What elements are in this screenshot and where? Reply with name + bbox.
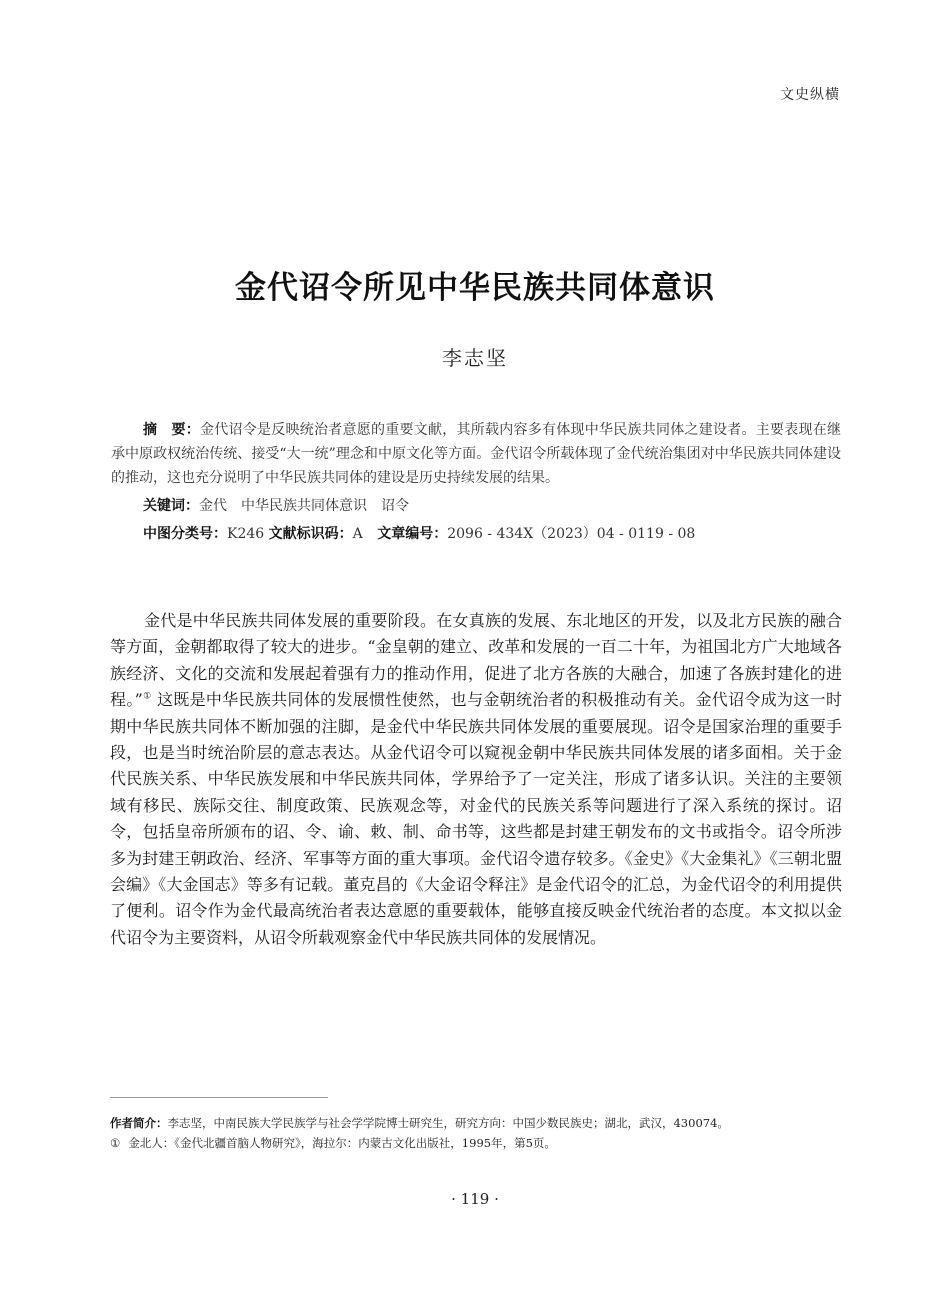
- article-title: 金代诏令所见中华民族共同体意识: [235, 270, 715, 306]
- body-paragraph: [110, 608, 842, 951]
- keywords-line: [111, 494, 841, 518]
- author-bio-text: 李志坚，中南民族大学民族学与社会学学院博士研究生，研究方向：中国少数民族史；湖北，武汉，430074。: [167, 1116, 729, 1130]
- body-text-part-1: 金代是中华民族共同体发展的重要阶段。在女真族的发展、东北地区的开发，以及北方民族的融合等方面，金朝都取得了较大的进步。“金皇朝的建立、改革和发展的一百二十年，为祖国北方广大地域各族经济、文化的交流和发展起着强有力的推动作用，促进了北方各族的大融合，加速了各族封建化的进程。”: [110, 611, 842, 710]
- page-number: · 119 ·: [451, 1190, 499, 1208]
- article-no-value: 2096 - 434X（2023）04 - 0119 - 08: [447, 526, 696, 542]
- keywords-text: 金代 中华民族共同体意识 诏令: [199, 498, 409, 514]
- abstract-label: 摘 要：: [143, 422, 200, 438]
- doc-code-value: A: [352, 526, 363, 542]
- body-text-part-2: 这既是中华民族共同体的发展惯性使然，也与金朝统治者的积极推动有关。金代诏令成为这一时期中华民族共同体不断加强的注脚，是金代中华民族共同体发展的重要展现。诏令是国家治理的重要手段，也是当时统治阶层的意志表达。从金代诏令可以窥视金朝中华民族共同体发展的诸多面相。关于金代民族关系、中华民族发展和中华民族共同体，学界给予了一定关注，形成了诸多认识。关注的主要领域有移民、族际交往、制度政策、民族观念等，对金代的民族关系等问题进行了深入系统的探讨。诏令，包括皇帝所颁布的诏、令、谕、敕、制、命书等，这些都是封建王朝发布的文书或指令。诏令所涉多为封建王朝政治、经济、军事等方面的重大事项。金代诏令遗存较多。《金史》《大金集礼》《三朝北盟会编》《大金国志》等多有记载。董克昌的《大金诏令释注》是金代诏令的汇总，为金代诏令的利用提供了便利。诏令作为金代最高统治者表达意愿的重要载体，能够直接反映金代统治者的态度。本文拟以金代诏令为主要资料，从诏令所载观察金代中华民族共同体的发展情况。: [110, 690, 843, 947]
- keywords-label: 关键词：: [143, 498, 199, 514]
- clc-value: K246: [227, 526, 265, 542]
- author-bio-label: 作者简介：: [110, 1116, 168, 1130]
- footnote-ref[interactable]: ①: [142, 691, 152, 702]
- article-author: 李志坚: [442, 346, 508, 370]
- section-label: 文史纵横: [780, 87, 840, 103]
- article-no-label: 文章编号：: [377, 526, 448, 542]
- footnote-1: [110, 1133, 850, 1153]
- doc-code-label: 文献标识码：: [268, 526, 353, 542]
- abstract-paragraph: [111, 418, 841, 490]
- footnote-divider: [110, 1097, 328, 1098]
- clc-label: 中图分类号：: [143, 526, 227, 542]
- author-bio: [110, 1113, 850, 1133]
- abstract-text: 金代诏令是反映统治者意愿的重要文献，其所载内容多有体现中华民族共同体之建设者。主要表现在继承中原政权统治传统、接受“大一统”理念和中原文化等方面。金代诏令所载体现了金代统治集团对中华民族共同体建设的推动，这也充分说明了中华民族共同体的建设是历史持续发展的结果。: [111, 422, 841, 486]
- footnote-text: 金北人：《金代北疆首脑人物研究》，海拉尔：内蒙古文化出版社，1995年，第5页。: [128, 1136, 556, 1150]
- footnote-mark: ①: [110, 1136, 121, 1150]
- classification-line: [111, 522, 841, 546]
- body-text: [110, 608, 842, 951]
- footnotes: [110, 1113, 850, 1153]
- abstract-block: [111, 418, 841, 546]
